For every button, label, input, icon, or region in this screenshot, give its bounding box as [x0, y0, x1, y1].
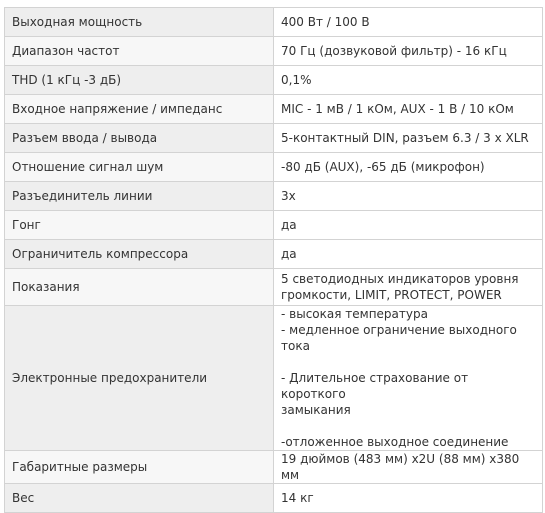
spec-value-line: - Длительное страхование от короткого [281, 371, 469, 401]
spec-label: Выходная мощность [5, 8, 274, 37]
spec-label: Вес [5, 484, 274, 513]
spec-value-line: 5-контактный DIN, разъем 6.3 / 3 x XLR [281, 131, 529, 145]
table-row [5, 306, 543, 451]
spec-label: Ограничитель компрессора [5, 240, 274, 269]
spec-value [274, 153, 543, 182]
spec-value-line: - высокая температура [281, 307, 428, 321]
spec-label: Диапазон частот [5, 37, 274, 66]
spec-value-line: 5 светодиодных индикаторов уровня [281, 272, 519, 286]
spec-value [274, 306, 543, 451]
specifications-table [4, 7, 543, 513]
spec-label: Отношение сигнал шум [5, 153, 274, 182]
line-gap [281, 418, 535, 434]
spec-value [274, 240, 543, 269]
spec-value-line: 400 Вт / 100 В [281, 15, 370, 29]
spec-label: Габаритные размеры [5, 451, 274, 484]
spec-value-line: - медленное ограничение выходного тока [281, 323, 517, 353]
spec-value [274, 124, 543, 153]
spec-value-line: 3x [281, 189, 296, 203]
spec-value-line: 19 дюймов (483 мм) x2U (88 мм) x380 мм [281, 452, 520, 482]
spec-value-line: -80 дБ (AUX), -65 дБ (микрофон) [281, 160, 485, 174]
spec-label: Электронные предохранители [5, 306, 274, 451]
spec-value [274, 451, 543, 484]
spec-value [274, 95, 543, 124]
spec-label: Гонг [5, 211, 274, 240]
spec-value-line: замыкания [281, 403, 351, 417]
spec-value-line: 14 кг [281, 491, 314, 505]
spec-label: Разъем ввода / вывода [5, 124, 274, 153]
spec-value-line: да [281, 247, 297, 261]
spec-label: Разъединитель линии [5, 182, 274, 211]
spec-value [274, 66, 543, 95]
spec-value-line: MIC - 1 мВ / 1 кОм, AUX - 1 В / 10 кОм [281, 102, 514, 116]
spec-value [274, 37, 543, 66]
spec-value-line: громкости, LIMIT, PROTECT, POWER [281, 288, 502, 302]
table-row [5, 484, 543, 513]
spec-label: Входное напряжение / импеданс [5, 95, 274, 124]
table-row [5, 153, 543, 182]
line-gap [281, 354, 535, 370]
table-row [5, 66, 543, 95]
spec-value-line: 70 Гц (дозвуковой фильтр) - 16 кГц [281, 44, 507, 58]
spec-value [274, 8, 543, 37]
spec-label: Показания [5, 269, 274, 306]
table-row [5, 269, 543, 306]
table-row [5, 8, 543, 37]
table-row [5, 37, 543, 66]
spec-value-line: да [281, 218, 297, 232]
spec-value [274, 484, 543, 513]
spec-label: THD (1 кГц -3 дБ) [5, 66, 274, 95]
spec-value [274, 211, 543, 240]
table-row [5, 124, 543, 153]
table-row [5, 211, 543, 240]
spec-value-line: -отложенное выходное соединение [281, 435, 509, 449]
spec-value [274, 182, 543, 211]
spec-value-line: 0,1% [281, 73, 312, 87]
table-row [5, 240, 543, 269]
table-row [5, 451, 543, 484]
table-row [5, 182, 543, 211]
table-row [5, 95, 543, 124]
spec-value [274, 269, 543, 306]
